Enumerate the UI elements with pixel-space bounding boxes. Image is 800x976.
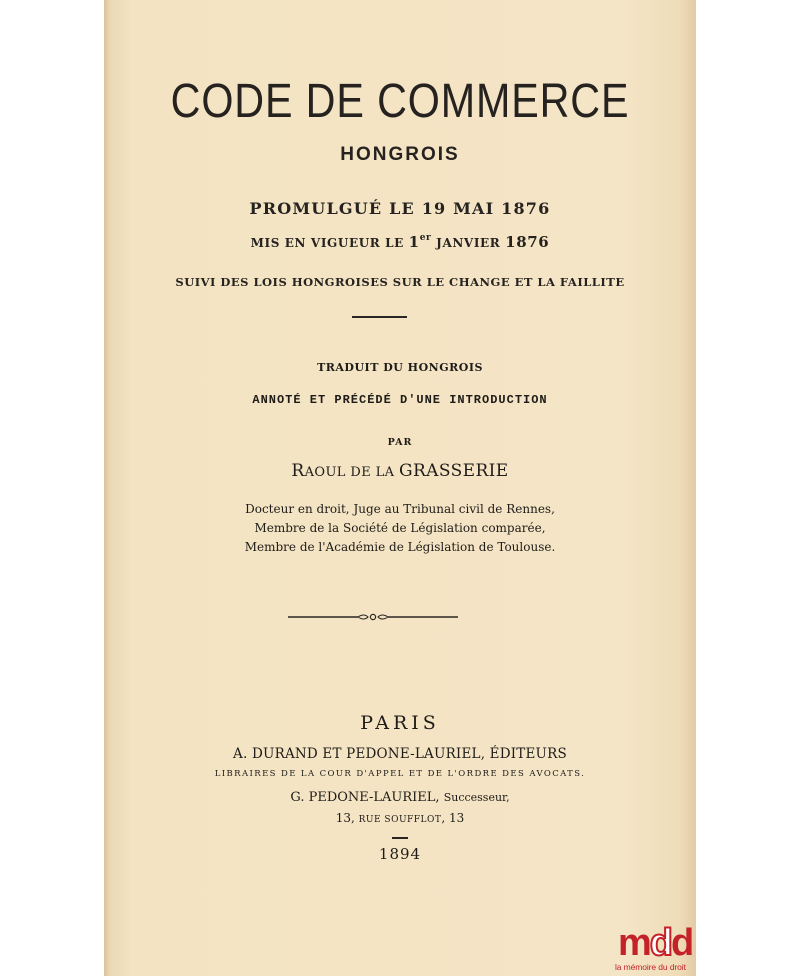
successor-name: G. PEDONE-LAURIEL, (290, 790, 444, 805)
logo-letter: d (671, 922, 693, 964)
address-street: RUE SOUFFLOT (358, 815, 442, 825)
logo-tagline: la mémoire du droit (615, 962, 686, 972)
divider-rule (352, 316, 407, 318)
address-number: 13, (335, 811, 359, 825)
author-particle: DE LA (345, 465, 399, 480)
logo-letter: d (649, 922, 672, 964)
supplementary-laws: SUIVI DES LOIS HONGROISES SUR LE CHANGE ET LA FAILLITE (175, 275, 625, 289)
imprint-address (104, 811, 696, 825)
title-page (104, 0, 696, 976)
watermark-logo (612, 924, 696, 974)
translation-note: TRADUIT DU HONGROIS (317, 361, 483, 374)
publication-year: 1894 (378, 845, 422, 863)
author-first-initial: R (291, 461, 305, 481)
imprint-successor (104, 790, 696, 805)
author-name (104, 461, 696, 481)
effective-prefix: MIS EN VIGUEUR LE (250, 236, 409, 250)
logo-letter: m (618, 922, 650, 964)
author-first-rest: AOUL (304, 465, 346, 480)
address-number: , 13 (441, 811, 465, 825)
effective-month: JANVIER (431, 236, 506, 250)
author-credential: Membre de la Société de Législation comparée, (254, 521, 546, 535)
promulgation-date: PROMULGUÉ LE 19 MAI 1876 (249, 199, 551, 218)
successor-label: Successeur, (443, 791, 510, 804)
effective-day-suffix: er (419, 233, 432, 243)
year-dash (392, 837, 408, 839)
author-credential: Docteur en droit, Juge au Tribunal civil de Rennes, (245, 502, 555, 516)
by-label: PAR (387, 437, 413, 448)
author-credential: Membre de l'Académie de Législation de Toulouse. (244, 540, 556, 554)
author-surname: GRASSERIE (399, 461, 509, 481)
effective-day: 1 (408, 233, 420, 251)
imprint-libraires: LIBRAIRES DE LA COUR D'APPEL ET DE L'ORDRE DES AVOCATS. (214, 769, 586, 779)
ornament-divider (288, 609, 458, 625)
imprint-city: PARIS (360, 712, 440, 734)
imprint-publishers: A. DURAND ET PEDONE-LAURIEL, ÉDITEURS (233, 746, 567, 762)
book-title: CODE DE COMMERCE (170, 75, 630, 128)
effective-year: 1876 (505, 233, 550, 251)
effective-date (104, 233, 696, 251)
annotation-note: ANNOTÉ ET PRÉCÉDÉ D'UNE INTRODUCTION (252, 393, 548, 407)
logo-mark (618, 924, 692, 962)
book-subtitle: HONGROIS (340, 144, 460, 165)
